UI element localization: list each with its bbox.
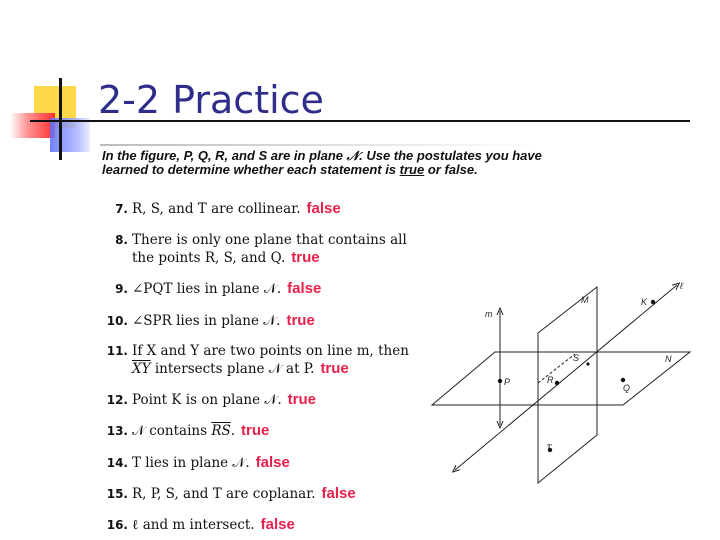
exercise-statement: If X and Y are two points on line m, then <box>132 343 409 359</box>
label-plane-n: N <box>665 354 672 364</box>
label-m: m <box>485 309 493 319</box>
exercise-12 <box>102 391 422 409</box>
slide-title: 2-2 Practice <box>98 78 324 122</box>
exercise-9 <box>102 280 422 298</box>
instructions-text: In the figure, P, Q, R, and S are in plane 𝒩. Use the postulates you have learned to determine whether each statement is <box>102 148 542 177</box>
exercise-number: 11. <box>106 344 128 358</box>
exercise-10 <box>102 312 422 330</box>
exercise-answer: false <box>255 454 290 471</box>
exercise-number: 10. <box>106 314 128 328</box>
exercise-statement: R, P, S, and T are coplanar. <box>132 486 316 502</box>
exercise-answer: false <box>306 200 341 217</box>
exercise-number: 14. <box>106 456 128 470</box>
exercise-answer: true <box>241 422 270 439</box>
exercise-answer: true <box>320 360 349 377</box>
label-l: ℓ <box>680 281 683 291</box>
segment-rs: $\overline{RS}$ <box>211 423 231 439</box>
exercise-8 <box>102 232 422 267</box>
label-p: P <box>504 377 511 387</box>
exercise-statement-cont: intersects plane 𝒩 at P. <box>150 361 315 377</box>
exercise-statement: ℓ and m intersect. <box>132 517 255 533</box>
exercise-11 <box>102 343 422 378</box>
exercise-statement-cont: the points R, S, and Q. <box>132 250 286 266</box>
content-divider <box>100 144 540 146</box>
exercise-13 <box>102 422 422 440</box>
exercise-number: 8. <box>115 233 128 247</box>
label-k: K <box>641 297 648 307</box>
exercise-answer: true <box>287 391 316 408</box>
label-plane-m: M <box>581 295 589 305</box>
point-q <box>621 378 625 382</box>
exercise-number: 7. <box>115 202 128 216</box>
exercise-statement: ∠PQT lies in plane 𝒩. <box>132 281 282 297</box>
instructions-true-word: true <box>399 162 425 177</box>
exercise-answer: true <box>286 312 315 329</box>
exercise-answer: true <box>291 249 320 266</box>
exercise-16 <box>102 516 422 534</box>
decorative-blue-square <box>50 118 90 152</box>
exercise-statement: ∠SPR lies in plane 𝒩. <box>132 313 281 329</box>
point-r <box>555 381 559 385</box>
exercise-15 <box>102 485 422 503</box>
plane-m <box>538 287 597 483</box>
exercise-answer: false <box>287 280 322 297</box>
exercise-number: 13. <box>106 424 128 438</box>
plane-n <box>432 352 690 405</box>
exercise-answer: false <box>260 516 295 533</box>
decorative-vertical-line <box>59 78 62 160</box>
exercise-number: 9. <box>115 282 128 296</box>
label-q: Q <box>623 383 631 393</box>
exercise-statement: There is only one plane that contains all <box>132 232 407 248</box>
label-r: R <box>547 375 554 385</box>
exercise-statement-end: . <box>230 423 236 439</box>
exercise-number: 12. <box>106 393 128 407</box>
planes-figure <box>425 275 710 490</box>
exercise-7 <box>102 200 422 218</box>
instructions <box>102 149 542 177</box>
exercise-14 <box>102 454 422 472</box>
point-p <box>498 379 502 383</box>
exercise-number: 15. <box>106 487 128 501</box>
point-s <box>586 362 589 365</box>
label-s: S <box>573 353 580 363</box>
exercise-statement: T lies in plane 𝒩. <box>132 455 250 471</box>
exercise-statement: Point K is on plane 𝒩. <box>132 392 282 408</box>
exercise-number: 16. <box>106 518 128 532</box>
instructions-text-end: or false. <box>424 162 478 177</box>
intersection-line <box>538 354 575 383</box>
exercise-statement: R, S, and T are collinear. <box>132 201 301 217</box>
point-k <box>651 300 655 304</box>
label-t: T <box>546 443 552 453</box>
exercise-answer: false <box>321 485 356 502</box>
decorative-red-square <box>10 113 55 138</box>
exercise-statement: 𝒩 contains <box>132 423 212 439</box>
segment-xy: $\overline{XY}$ <box>132 361 151 377</box>
